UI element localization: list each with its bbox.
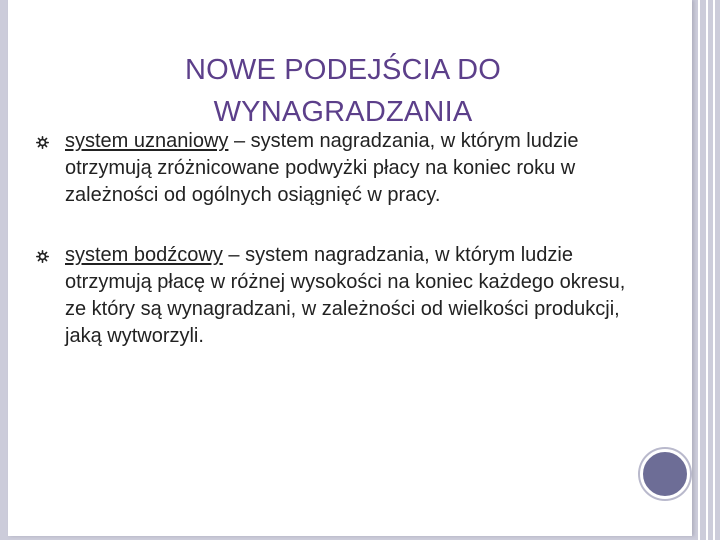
right-rail-line <box>698 0 700 540</box>
gear-bullet-icon <box>36 136 49 149</box>
gear-bullet-icon <box>36 250 49 263</box>
bullet-text: – system nagradzania, w którym ludzie otrzymują płacę w różnej wysokości na koniec każdego okresu, ze który są wynagradzani, w zależności od wielkości produkcji, jaką wytworzyli. <box>65 244 626 347</box>
bullet-term: system uznaniowy <box>65 130 229 152</box>
right-rail-line <box>713 0 715 540</box>
circle-decoration <box>640 449 690 499</box>
bullet-text: – system nagradzania, w którym ludzie otrzymują zróżnicowane podwyżki płacy na koniec roku w zależności od ogólnych osiągnięć w pracy. <box>65 130 579 206</box>
slide-title <box>100 49 586 133</box>
bullet-list <box>30 128 630 350</box>
right-rail-line <box>706 0 708 540</box>
bullet-term: system bodźcowy <box>65 244 223 266</box>
title-line-1: NOWE PODEJŚCIA DO <box>185 54 501 87</box>
bullet-item <box>30 242 630 350</box>
bullet-item <box>30 128 630 209</box>
title-line-2: WYNAGRADZANIA <box>213 96 473 129</box>
